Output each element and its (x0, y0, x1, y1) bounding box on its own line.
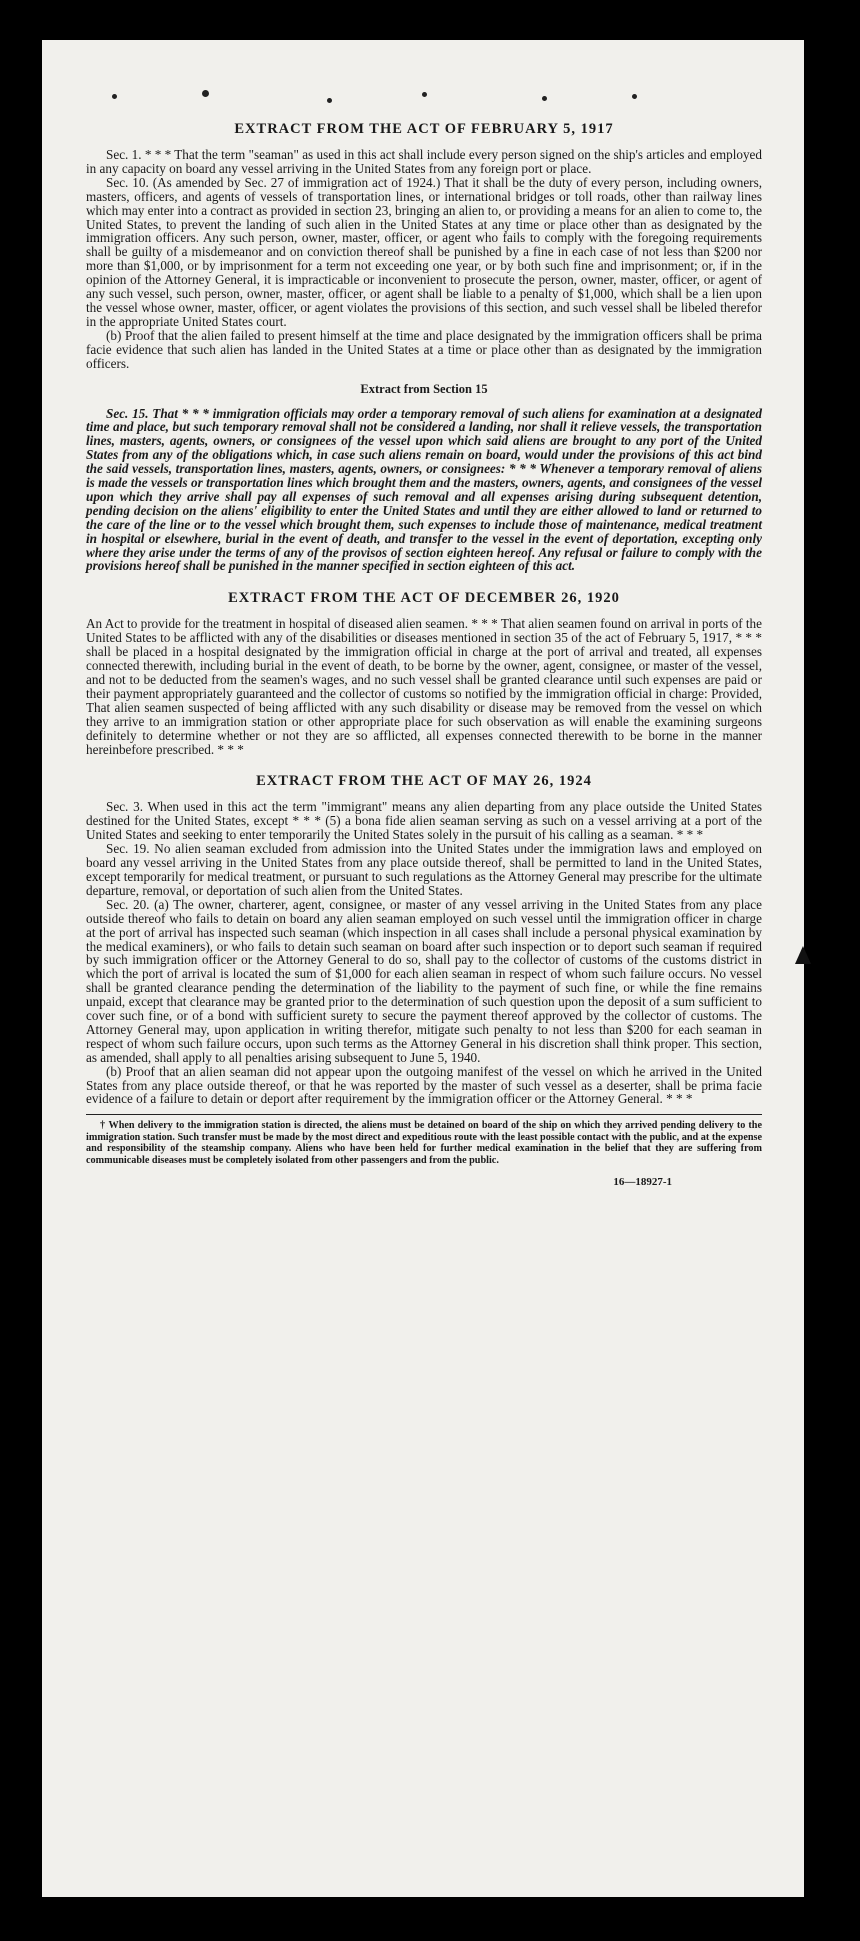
act-1920-paragraph: An Act to provide for the treatment in hospital of diseased alien seamen. * * * That alien seamen found on arrival in ports of the United States to be afflicted with any of the disabilities or diseases mentioned in section 35 of the act of February 5, 1917, * * * shall be placed in a hospital designated by the immigration official in charge at the port of arrival and treated, all expenses connected therewith, including burial in the event of death, to be borne by the owner, agent, consignee, or master of the vessel, and not to be deducted from the seamen's wages, and no such vessel shall be granted clearance until such expenses are paid or their payment appropriately guaranteed and the collector of customs so notified by the immigration official in charge: Provided, That alien seamen suspected of being afflicted with any such disability or disease may be removed from the vessel on which they arrive to an immigration station or other appropriate place for such observation as will enable the examining surgeons definitely to determine whether or not they are so afflicted, all expenses connected therewith to be borne in the manner hereinbefore prescribed. * * * (86, 616, 762, 757)
margin-mark-icon (795, 946, 811, 964)
footnote: † When delivery to the immigration station is directed, the aliens must be detained on board of the ship on which they arrived pending delivery to the immigration station. Such transfer must be made by the most direct and expeditious route with the least possible contact with the public, and at the expense and responsibility of the steamship company. Aliens who have been held for further medical examination in the belief that they are suffering from communicable diseases must be completely isolated from other passengers and from the public. (86, 1120, 762, 1166)
heading-act-1917: EXTRACT FROM THE ACT OF FEBRUARY 5, 1917 (234, 121, 614, 137)
heading-section-15: Extract from Section 15 (360, 381, 488, 396)
section-10b-paragraph: (b) Proof that the alien failed to present himself at the time and place designated by the immigration officers shall be prima facie evidence that such alien has landed in the United States at a time or place other than as designated by the immigration officers. (86, 327, 762, 371)
heading-act-1924: EXTRACT FROM THE ACT OF MAY 26, 1924 (256, 773, 592, 790)
section-15-paragraph: Sec. 15. That * * * immigration officials may order a temporary removal of such aliens for examination at a designated time and place, but such temporary removal shall not be considered a landing, nor shall it relieve vessels, the transportation lines, masters, agents, owners, or consignees of the vessel upon which said aliens are brought to any port of the United States from any of the obligations which, in case such aliens remain on board, would under the provisions of this act bind the said vessels, transportation lines, masters, agents, owners, or consignees: * * * Whenever a temporary removal of aliens is made the vessels or transportation lines which brought them and the masters, owners, agents, and consignees of the vessel upon which they arrive shall pay all expenses of such removal and all expenses arising during subsequent detention, pending decision on the aliens' eligibility to enter the United States and until they are either allowed to land or returned to the care of the line or to the vessel which brought them, such expenses to include those of maintenance, medical treatment in hospital or elsewhere, burial in the event of death, and transfer to the vessel in the event of deportation, excepting only where they arise under the terms of any of the provisos of section eighteen hereof. Any refusal or failure to comply with the provisions hereof shall be punished in the manner specified in section eighteen of this act. (86, 405, 762, 574)
section-19-paragraph: Sec. 19. No alien seaman excluded from admission into the United States under the immigration laws and employed on board any vessel arriving in the United States from any place outside thereof, shall be permitted to land in the United States, except temporarily for medical treatment, or pursuant to such regulations as the Attorney General may prescribe for the ultimate departure, removal, or deportation of such alien from the United States. (86, 841, 762, 898)
section-20a-paragraph: Sec. 20. (a) The owner, charterer, agent, consignee, or master of any vessel arriving in the United States from any place outside thereof who fails to detain on board any alien seaman employed on such vessel until the immigration officer in charge at the port of arrival has inspected such seaman (which inspection in all cases shall include a personal physical examination by the medical examiners), or who fails to detain such seaman on board after such inspection or to deport such seaman if required by such immigration officer or the Attorney General to do so, shall pay to the collector of customs of the customs district in which the port of arrival is located the sum of $1,000 for each alien seaman in respect of whom such failure occurs. No vessel shall be granted clearance pending the determination of the liability to the payment of such fine, or while the fine remains unpaid, except that clearance may be granted prior to the determination of such question upon the deposit of a sum sufficient to cover such fine, or of a bond with sufficient surety to secure the payment thereof approved by the collector of customs. The Attorney General may, upon application in writing therefor, mitigate such penalty to not less than $200 for each seaman in respect of whom such failure occurs, upon such terms as the Attorney General in his discretion shall think proper. This section, as amended, shall apply to all penalties arising subsequent to June 5, 1940. (86, 896, 762, 1065)
heading-act-1920: EXTRACT FROM THE ACT OF DECEMBER 26, 1920 (228, 590, 620, 607)
document-page (42, 40, 804, 1897)
scan-specks (102, 88, 744, 108)
section-3-paragraph: Sec. 3. When used in this act the term "immigrant" means any alien departing from any place outside the United States destined for the United States, except * * * (5) a bona fide alien seaman serving as such on a vessel arriving at a port of the United States and seeking to enter temporarily the United States solely in the pursuit of his calling as a seaman. * * * (86, 799, 762, 843)
section-1-paragraph: Sec. 1. * * * That the term "seaman" as used in this act shall include every person signed on the ship's articles and employed in any capacity on board any vessel arriving in the United States from any foreign port or place. (86, 147, 762, 176)
section-10-paragraph: Sec. 10. (As amended by Sec. 27 of immigration act of 1924.) That it shall be the duty of every person, including owners, masters, officers, and agents of vessels of transportation lines, or international bridges or toll roads, other than railway lines which may enter into a contract as provided in section 23, bringing an alien to, or providing a means for an alien to come to, the United States, to prevent the landing of such alien in the United States at any time or place other than as designated by the immigration officers. Any such person, owner, master, officer, or agent who fails to comply with the foregoing requirements shall be guilty of a misdemeanor and on conviction thereof shall be punished by a fine in each case of not less than $200 nor more than $1,000, or by imprisonment for a term not exceeding one year, or by both such fine and imprisonment; or, if in the opinion of the Attorney General, it is impracticable or inconvenient to prosecute the person, owner, master, officer, or agent of any such vessel, such person, owner, master, officer, or agent shall be liable to a penalty of $1,000, which shall be a lien upon the vessel whose owner, master, officer, or agent violates the provisions of this section, and such vessel shall be libeled therefor in the appropriate United States court. (86, 174, 762, 329)
footnote-divider (86, 1114, 762, 1115)
section-20b-paragraph: (b) Proof that an alien seaman did not appear upon the outgoing manifest of the vessel on which he arrived in the United States from any place outside thereof, or that he was reported by the master of such vessel as a deserter, shall be prima facie evidence of a failure to detain or deport after requirement by the immigration officer or the Attorney General. * * * (86, 1063, 762, 1107)
form-code: 16—18927-1 (613, 1176, 672, 1188)
